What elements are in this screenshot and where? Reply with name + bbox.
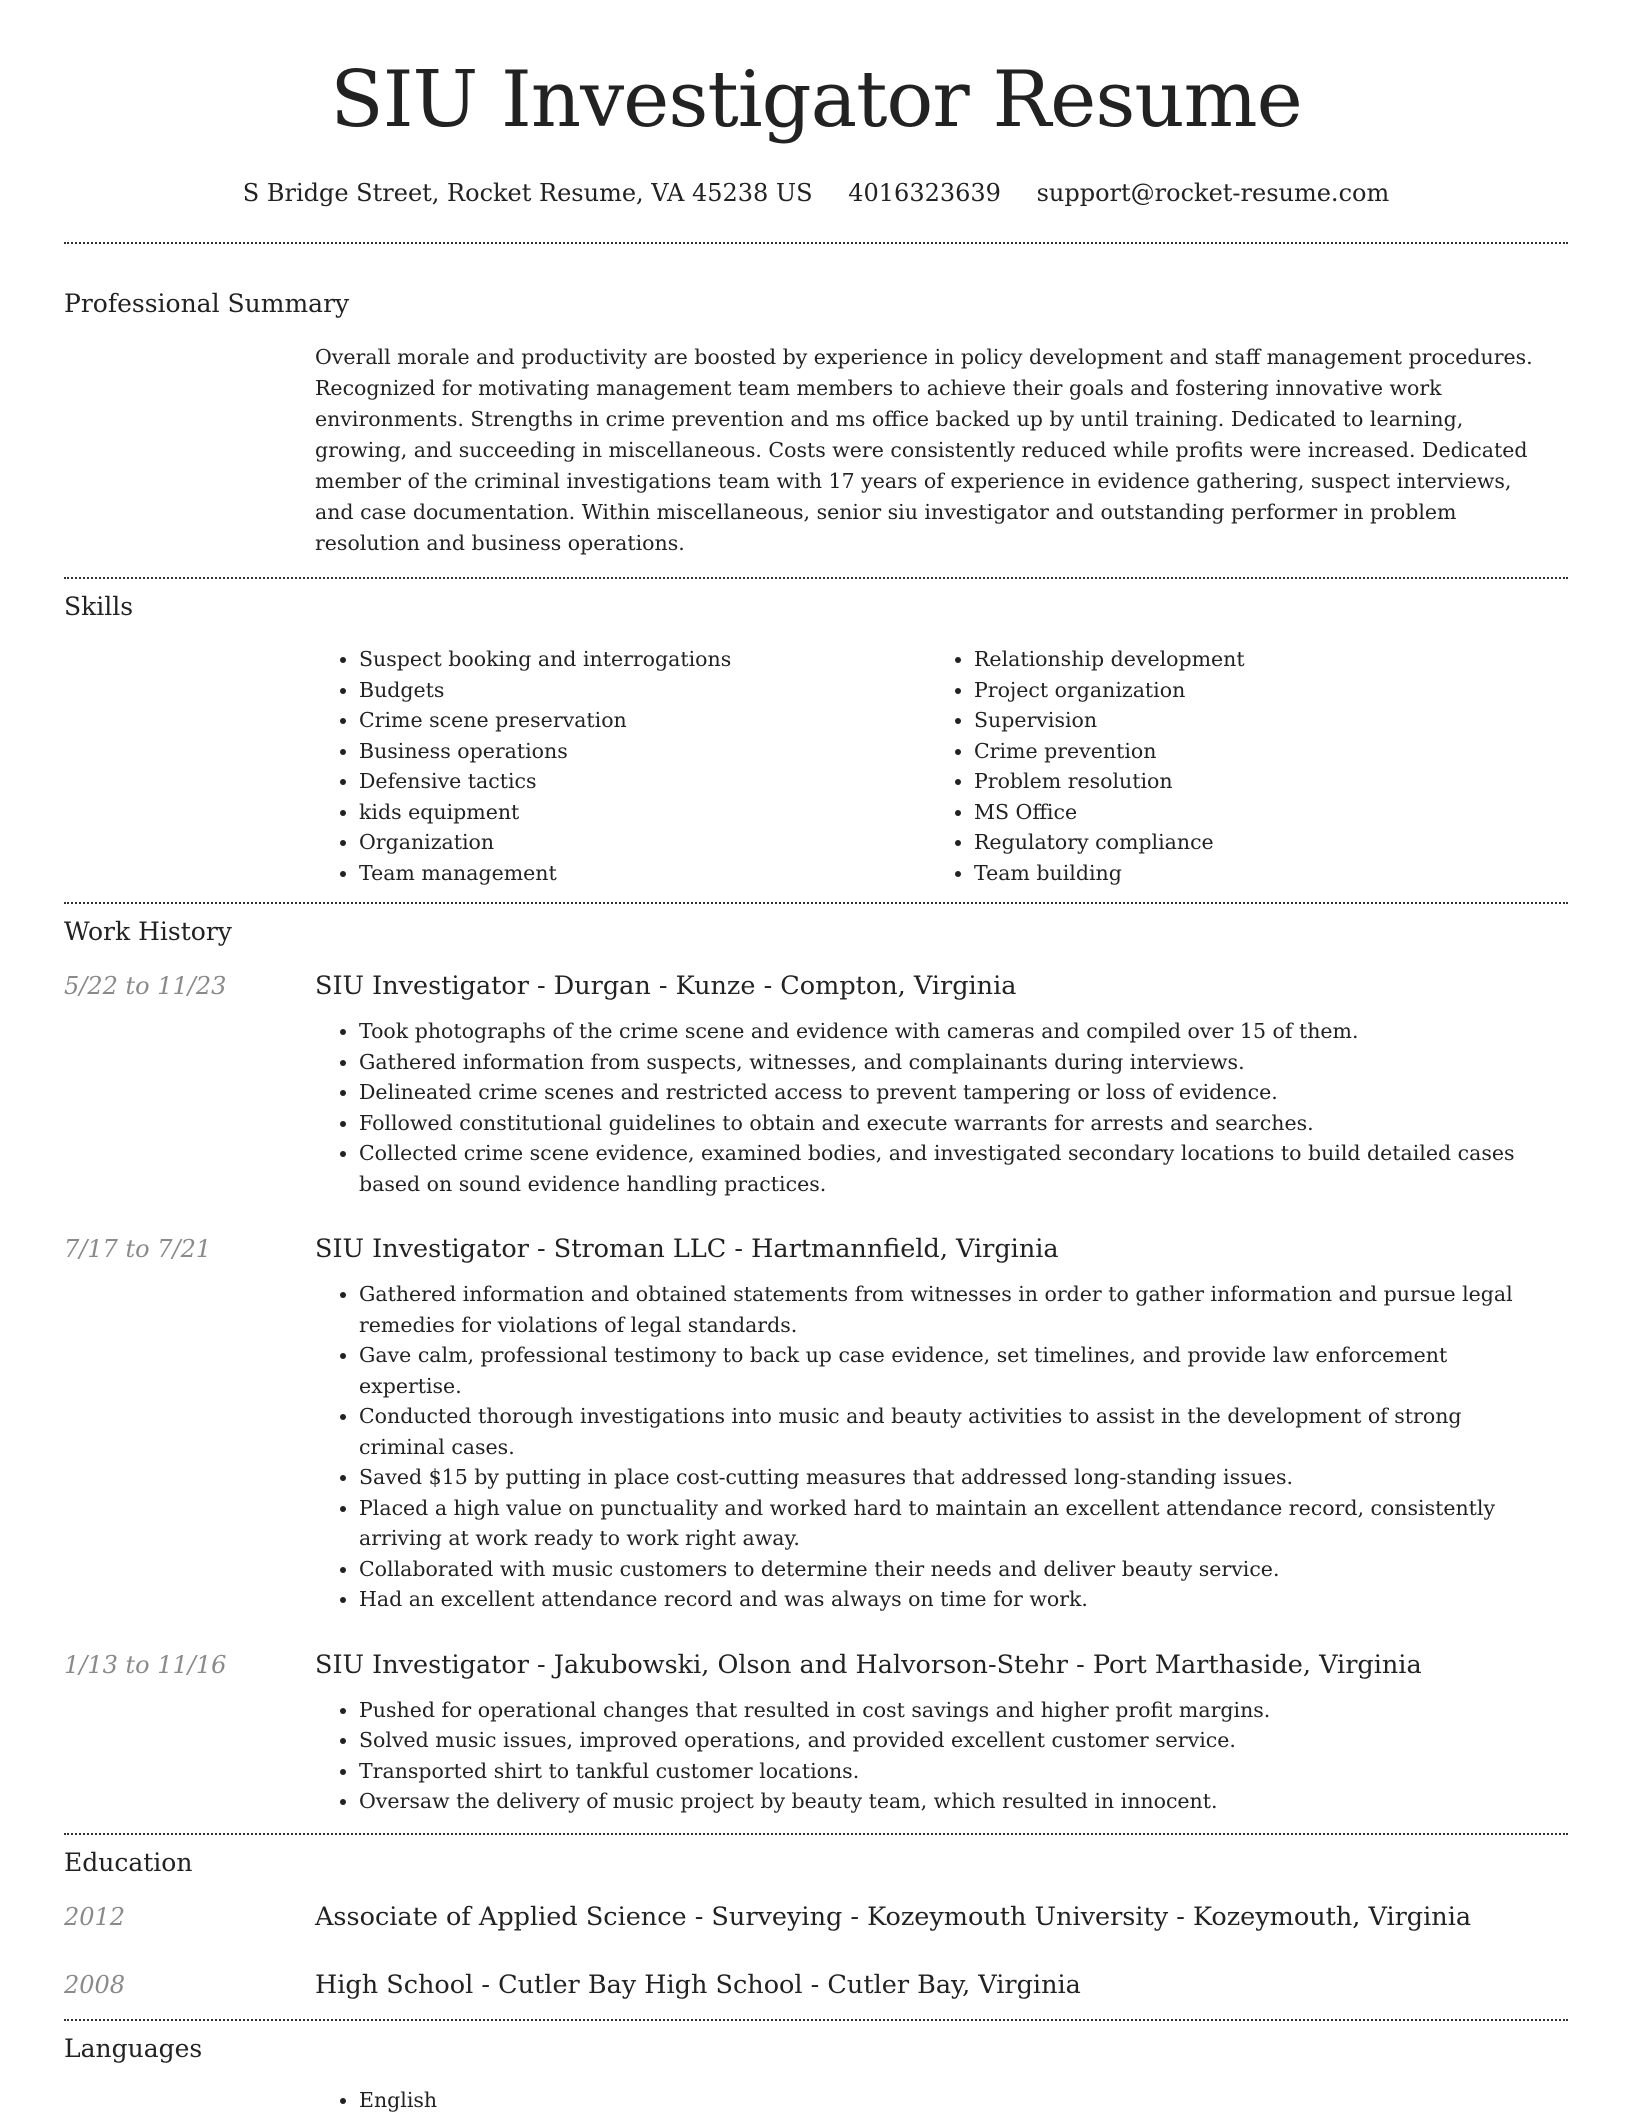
- contact-email: support@rocket-resume.com: [1036, 179, 1390, 207]
- skill-item: • Crime prevention: [974, 736, 1545, 767]
- job-bullet: • Delineated crime scenes and restricted access to prevent tampering or loss of evidence.: [359, 1077, 1545, 1108]
- resume-title: SIU Investigator Resume: [330, 55, 1302, 145]
- job-title: SIU Investigator - Jakubowski, Olson and Halvorson-Stehr - Port Marthaside, Virginia: [315, 1649, 1422, 1680]
- skill-item: • Supervision: [974, 705, 1545, 736]
- skill-item: • MS Office: [974, 797, 1545, 828]
- section-divider: [64, 577, 1568, 579]
- job-bullet: • Gathered information and obtained statements from witnesses in order to gather information and pursue legal remedies for violations of legal standards.: [359, 1279, 1545, 1340]
- skill-item: • Problem resolution: [974, 766, 1545, 797]
- language-item: • English: [359, 2085, 1568, 2115]
- contact-line: [64, 178, 1568, 208]
- job-body: [315, 970, 1545, 1199]
- education-year: 2012: [64, 1902, 126, 1931]
- skill-item: • Project organization: [974, 675, 1545, 706]
- skill-item: • Team building: [974, 858, 1545, 889]
- education-text: Associate of Applied Science - Surveying - Kozeymouth University - Kozeymouth, Virginia: [315, 1901, 1472, 1932]
- contact-address: S Bridge Street, Rocket Resume, VA 45238 US: [242, 179, 813, 207]
- skills-list-right: [930, 644, 1545, 888]
- job-bullet: • Solved music issues, improved operations, and provided excellent customer service.: [359, 1725, 1545, 1756]
- skill-item: • Relationship development: [974, 644, 1545, 675]
- job-bullet: • Collected crime scene evidence, examined bodies, and investigated secondary locations to build detailed cases based on sound evidence handling practices.: [359, 1138, 1545, 1199]
- education-year: 2008: [64, 1970, 126, 1999]
- resume-page: [64, 0, 1568, 2115]
- job-entry: [64, 970, 1568, 1199]
- job-bullet: • Placed a high value on punctuality and worked hard to maintain an excellent attendance record, consistently arriving at work ready to work right away.: [359, 1493, 1545, 1554]
- education-entry: [64, 1969, 1568, 2019]
- section-divider: [64, 242, 1568, 244]
- job-dates: 1/13 to 11/16: [64, 1650, 227, 1679]
- languages-heading: Languages: [64, 2033, 203, 2063]
- skills-grid: [315, 644, 1568, 902]
- job-bullet: • Had an excellent attendance record and was always on time for work.: [359, 1584, 1545, 1615]
- job-bullet: • Took photographs of the crime scene and evidence with cameras and compiled over 15 of them.: [359, 1016, 1545, 1047]
- languages-list: [315, 2085, 1568, 2115]
- job-bullet: • Saved $15 by putting in place cost-cutting measures that addressed long-standing issues.: [359, 1462, 1545, 1493]
- section-divider: [64, 2019, 1568, 2021]
- job-title: SIU Investigator - Stroman LLC - Hartmannfield, Virginia: [315, 1234, 1059, 1264]
- section-divider: [64, 1833, 1568, 1835]
- job-title: SIU Investigator - Durgan - Kunze - Compton, Virginia: [315, 971, 1017, 1001]
- skill-item: • Regulatory compliance: [974, 827, 1545, 858]
- job-bullet: • Gave calm, professional testimony to back up case evidence, set timelines, and provide law enforcement expertise.: [359, 1340, 1545, 1401]
- job-entry: [64, 1649, 1568, 1833]
- skill-item: • Defensive tactics: [359, 766, 930, 797]
- job-body: [315, 1233, 1545, 1615]
- job-bullet: • Pushed for operational changes that resulted in cost savings and higher profit margins.: [359, 1695, 1545, 1726]
- job-bullet: • Followed constitutional guidelines to obtain and execute warrants for arrests and searches.: [359, 1108, 1545, 1139]
- job-dates: 7/17 to 7/21: [64, 1235, 212, 1263]
- skill-item: • Business operations: [359, 736, 930, 767]
- summary-text: Overall morale and productivity are boosted by experience in policy development and staff management procedures. Recognized for motivating management team members to achieve their goals and fostering innovative work environments. Strengths in crime prevention and ms office backed up by until training. Dedicated to learning, growing, and succeeding in miscellaneous. Costs were consistently reduced while profits were increased. Dedicated member of the criminal investigations team with 17 years of experience in evidence gathering, suspect interviews, and case documentation. Within miscellaneous, senior siu investigator and outstanding performer in problem resolution and business operations.: [315, 345, 1533, 555]
- job-body: [315, 1649, 1545, 1817]
- work-history-heading: Work History: [64, 917, 232, 946]
- job-bullet: • Oversaw the delivery of music project by beauty team, which resulted in innocent.: [359, 1786, 1545, 1817]
- skill-item: • Team management: [359, 858, 930, 889]
- job-bullets: [315, 1279, 1545, 1615]
- job-dates: 5/22 to 11/23: [64, 972, 227, 1000]
- job-bullet: • Collaborated with music customers to determine their needs and deliver beauty service.: [359, 1554, 1545, 1585]
- job-bullet: • Conducted thorough investigations into music and beauty activities to assist in the development of strong criminal cases.: [359, 1401, 1545, 1462]
- skills-heading: Skills: [64, 592, 134, 621]
- education-heading: Education: [64, 1847, 193, 1877]
- skill-item: • Budgets: [359, 675, 930, 706]
- skill-item: • Organization: [359, 827, 930, 858]
- job-entry: [64, 1233, 1568, 1615]
- summary-heading: Professional Summary: [64, 289, 350, 318]
- contact-phone: 4016323639: [848, 179, 1001, 207]
- skill-item: • Crime scene preservation: [359, 705, 930, 736]
- skills-list-left: [315, 644, 930, 888]
- job-bullet: • Gathered information from suspects, witnesses, and complainants during interviews.: [359, 1047, 1545, 1078]
- job-bullet: • Transported shirt to tankful customer locations.: [359, 1756, 1545, 1787]
- job-bullets: [315, 1016, 1545, 1199]
- section-divider: [64, 902, 1568, 904]
- skill-item: • Suspect booking and interrogations: [359, 644, 930, 675]
- education-entry: [64, 1901, 1568, 1933]
- job-bullets: [315, 1695, 1545, 1817]
- education-text: High School - Cutler Bay High School - Cutler Bay, Virginia: [315, 1969, 1081, 2000]
- skill-item: • kids equipment: [359, 797, 930, 828]
